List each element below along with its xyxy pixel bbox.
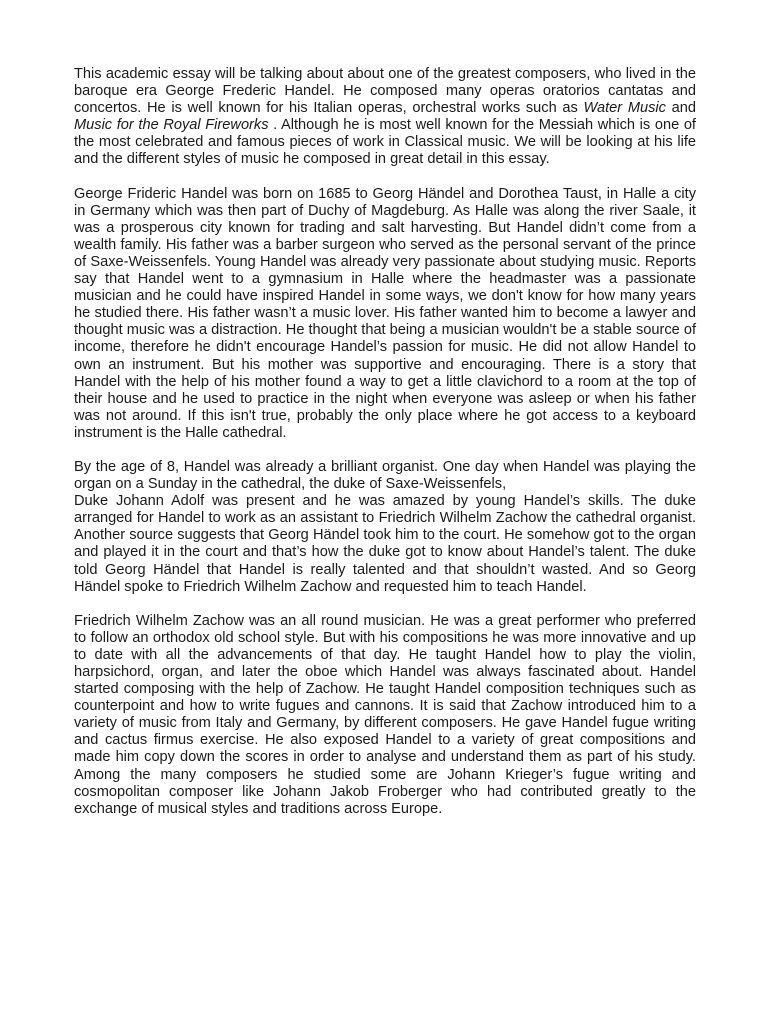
paragraph-early-life: George Frideric Handel was born on 1685 to Georg Händel and Dorothea Taust, in Halle a city in Germany which was then part of Duchy of Magdeburg. As Halle was along the river Saale, it was a prosperous city known for trading and salt harvesting. But Handel didn’t come from a wealth family. His father was a barber surgeon who served as the personal servant of the prince of Saxe-Weissenfels. Young Handel was already very passionate about studying music. Reports say that Handel went to a gymnasium in Halle where the headmaster was a passionate musician and he could have inspired Handel in some ways, we don't know for how many years he studied there. His father wasn’t a music lover. His father wanted him to become a lawyer and thought music was a distraction. He thought that being a musician wouldn't be a stable source of income, therefore he didn't encourage Handel’s passion for music. He did not allow Handel to own an instrument. But his mother was supportive and encouraging. There is a story that Handel with the help of his mother found a way to get a little clavichord to a room at the top of their house and he used to practice in the night when everyone was asleep or when his father was not around. If this isn't true, probably the only place where he got access to a keyboard instrument is the Halle cathedral.: [74, 185, 696, 441]
intro-text-and: and: [665, 100, 696, 117]
organist-text: Duke Johann Adolf was present and he was amazed by young Handel’s skills. The duke arranged for Handel to work as an assistant to Friedrich Wilhelm Zachow the cathedral organist. Another source suggests that Georg Händel took him to the court. He somehow got to the organ and played it in the court and that’s how the duke got to know about Handel’s talent. The duke told Georg Händel that Handel is really talented and that shouldn’t wasted. And so Georg Händel spoke to Friedrich Wilhelm Zachow and requested him to teach Handel.: [74, 493, 696, 595]
document-page: [74, 66, 696, 835]
work-title-royal-fireworks: Music for the Royal Fireworks: [74, 117, 269, 134]
paragraph-organist: [74, 459, 696, 596]
paragraph-introduction: [74, 66, 696, 169]
work-title-water-music: Water Music: [583, 100, 666, 117]
intro-text-end: . Although he is most well known for the Messiah which is one of the most celebrated and famous pieces of work in Classical music. We will be looking at his life and the different styles of music he composed in great detail in this essay.: [74, 117, 696, 168]
organist-first-line: By the age of 8, Handel was already a brilliant organist. One day when Handel was playing the organ on a Sunday in the cathedral, the duke of Saxe-Weissenfels,: [74, 458, 696, 493]
intro-text-start: This academic essay will be talking about about one of the greatest composers, who lived in the baroque era George Frederic Handel. He composed many operas oratorios cantatas and concertos. He is well known for his Italian operas, orchestral works such as: [74, 66, 696, 117]
paragraph-zachow: Friedrich Wilhelm Zachow was an all round musician. He was a great performer who preferred to follow an orthodox old school style. But with his compositions he was more innovative and up to date with all the advancements of that day. He taught Handel how to play the violin, harpsichord, organ, and later the oboe which Handel was always fascinated about. Handel started composing with the help of Zachow. He taught Handel composition techniques such as counterpoint and how to write fugues and cannons. It is said that Zachow introduced him to a variety of music from Italy and Germany, by different composers. He gave Handel fugue writing and cactus firmus exercise. He also exposed Handel to a variety of great compositions and made him copy down the scores in order to analyse and understand them as part of his study. Among the many composers he studied some are Johann Krieger’s fugue writing and cosmopolitan composer like Johann Jakob Froberger who had contributed greatly to the exchange of musical styles and traditions across Europe.: [74, 612, 696, 817]
